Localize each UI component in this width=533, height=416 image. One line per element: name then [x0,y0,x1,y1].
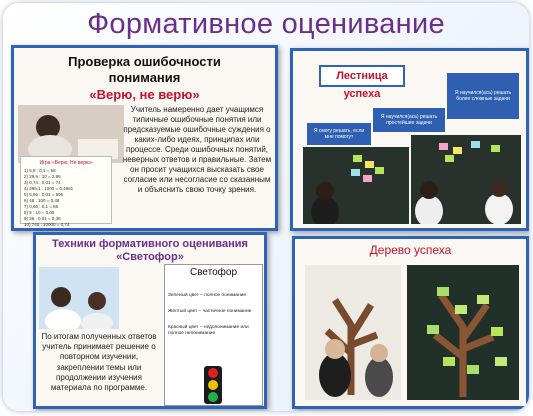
children-photo [39,267,119,329]
ladder-step-2: Я научился(ась) решать простейшие задачи [373,108,445,132]
panel1-heading-line2: понимания [108,70,181,85]
traffic-light-card [164,264,263,406]
panel1-subheading: «Верю, не верю» [89,87,200,102]
ladder-title: Лестница успеха [319,65,405,87]
traffic-light-yellow-text: Желтый цвет – частичное понимание [168,309,252,314]
panel-tree-of-success [292,236,529,409]
game-card-line: 8) 5 : 10 = 0,05 [24,210,55,215]
panel-believe-dont-believe [11,45,278,231]
classroom-photo [18,105,124,163]
tree-title: Дерево успеха [369,243,452,257]
game-card-line: 6) 48 : 100 = 0,48 [24,198,60,203]
panel-ladder-of-success [290,48,529,231]
panel-traffic-light [33,232,267,409]
traffic-light-red-text: Красный цвет – недопонимание или полное непонимание [168,325,249,336]
game-card-line: 3) 0,74 : 0,01 = 74 [24,180,61,185]
tree-photo-left [305,265,401,400]
traffic-light-icon [204,366,222,404]
game-card-title: Игра «Верю, Не верю» [39,160,93,166]
game-card-line: 2) 29,6 : 10 = 2,96 [24,174,61,179]
red-lamp-icon [208,368,218,378]
game-card-line: 7) 0,66 : 0,1 = 66 [24,204,59,209]
ladder-step-3: Я научился(ась) решать более сложные задачи [447,73,519,119]
yellow-lamp-icon [208,380,218,390]
slide-title: Формативное оценивание [87,8,445,40]
game-card-line: 5) 5,96 : 0,01 = 596 [24,192,64,197]
panel1-heading-line1: Проверка ошибочности [68,54,221,69]
panel3-heading-line1: Техники формативного оценивания [52,238,248,250]
game-card [20,156,112,227]
game-card-line: 4) 495,1 : 1000 = 0,4951 [24,186,74,191]
ladder-step-1: Я смогу решать, если мне помогут [307,123,371,145]
traffic-light-title: Светофор [189,267,238,278]
slide [3,3,529,411]
green-lamp-icon [208,392,218,402]
tree-photo-right [407,265,519,400]
game-card-line: 9) 36 : 0,01 = 0,36 [24,216,61,221]
game-card-line: 10) 740 : 10000 = 0,74 [24,222,70,227]
game-card-line: 1) 5,8 : 0,1 = 58 [24,168,56,173]
ladder-photo-left [303,147,409,224]
ladder-photo-right [411,135,521,224]
panel3-body: По итогам полученных ответов учитель принимает решение о повторном изучении, закреплении темы или продолжении изучения материала по программе. [41,332,157,393]
traffic-light-green-text: Зеленый цвет – полное понимание [168,293,247,298]
panel3-heading-line2: «Светофор» [116,251,184,263]
panel1-body: Учитель намеренно дает учащимся типичные ошибочные понятия или предсказуемые ошибочные суждения о каких-либо идеях, принципах или процессе. Среди ошибочных понятий, неверных ответов и правильные. Затем он просит учащихся высказать свое согласие или несогласие со сказанным и объяснить свою точку зрения. [122,105,272,194]
